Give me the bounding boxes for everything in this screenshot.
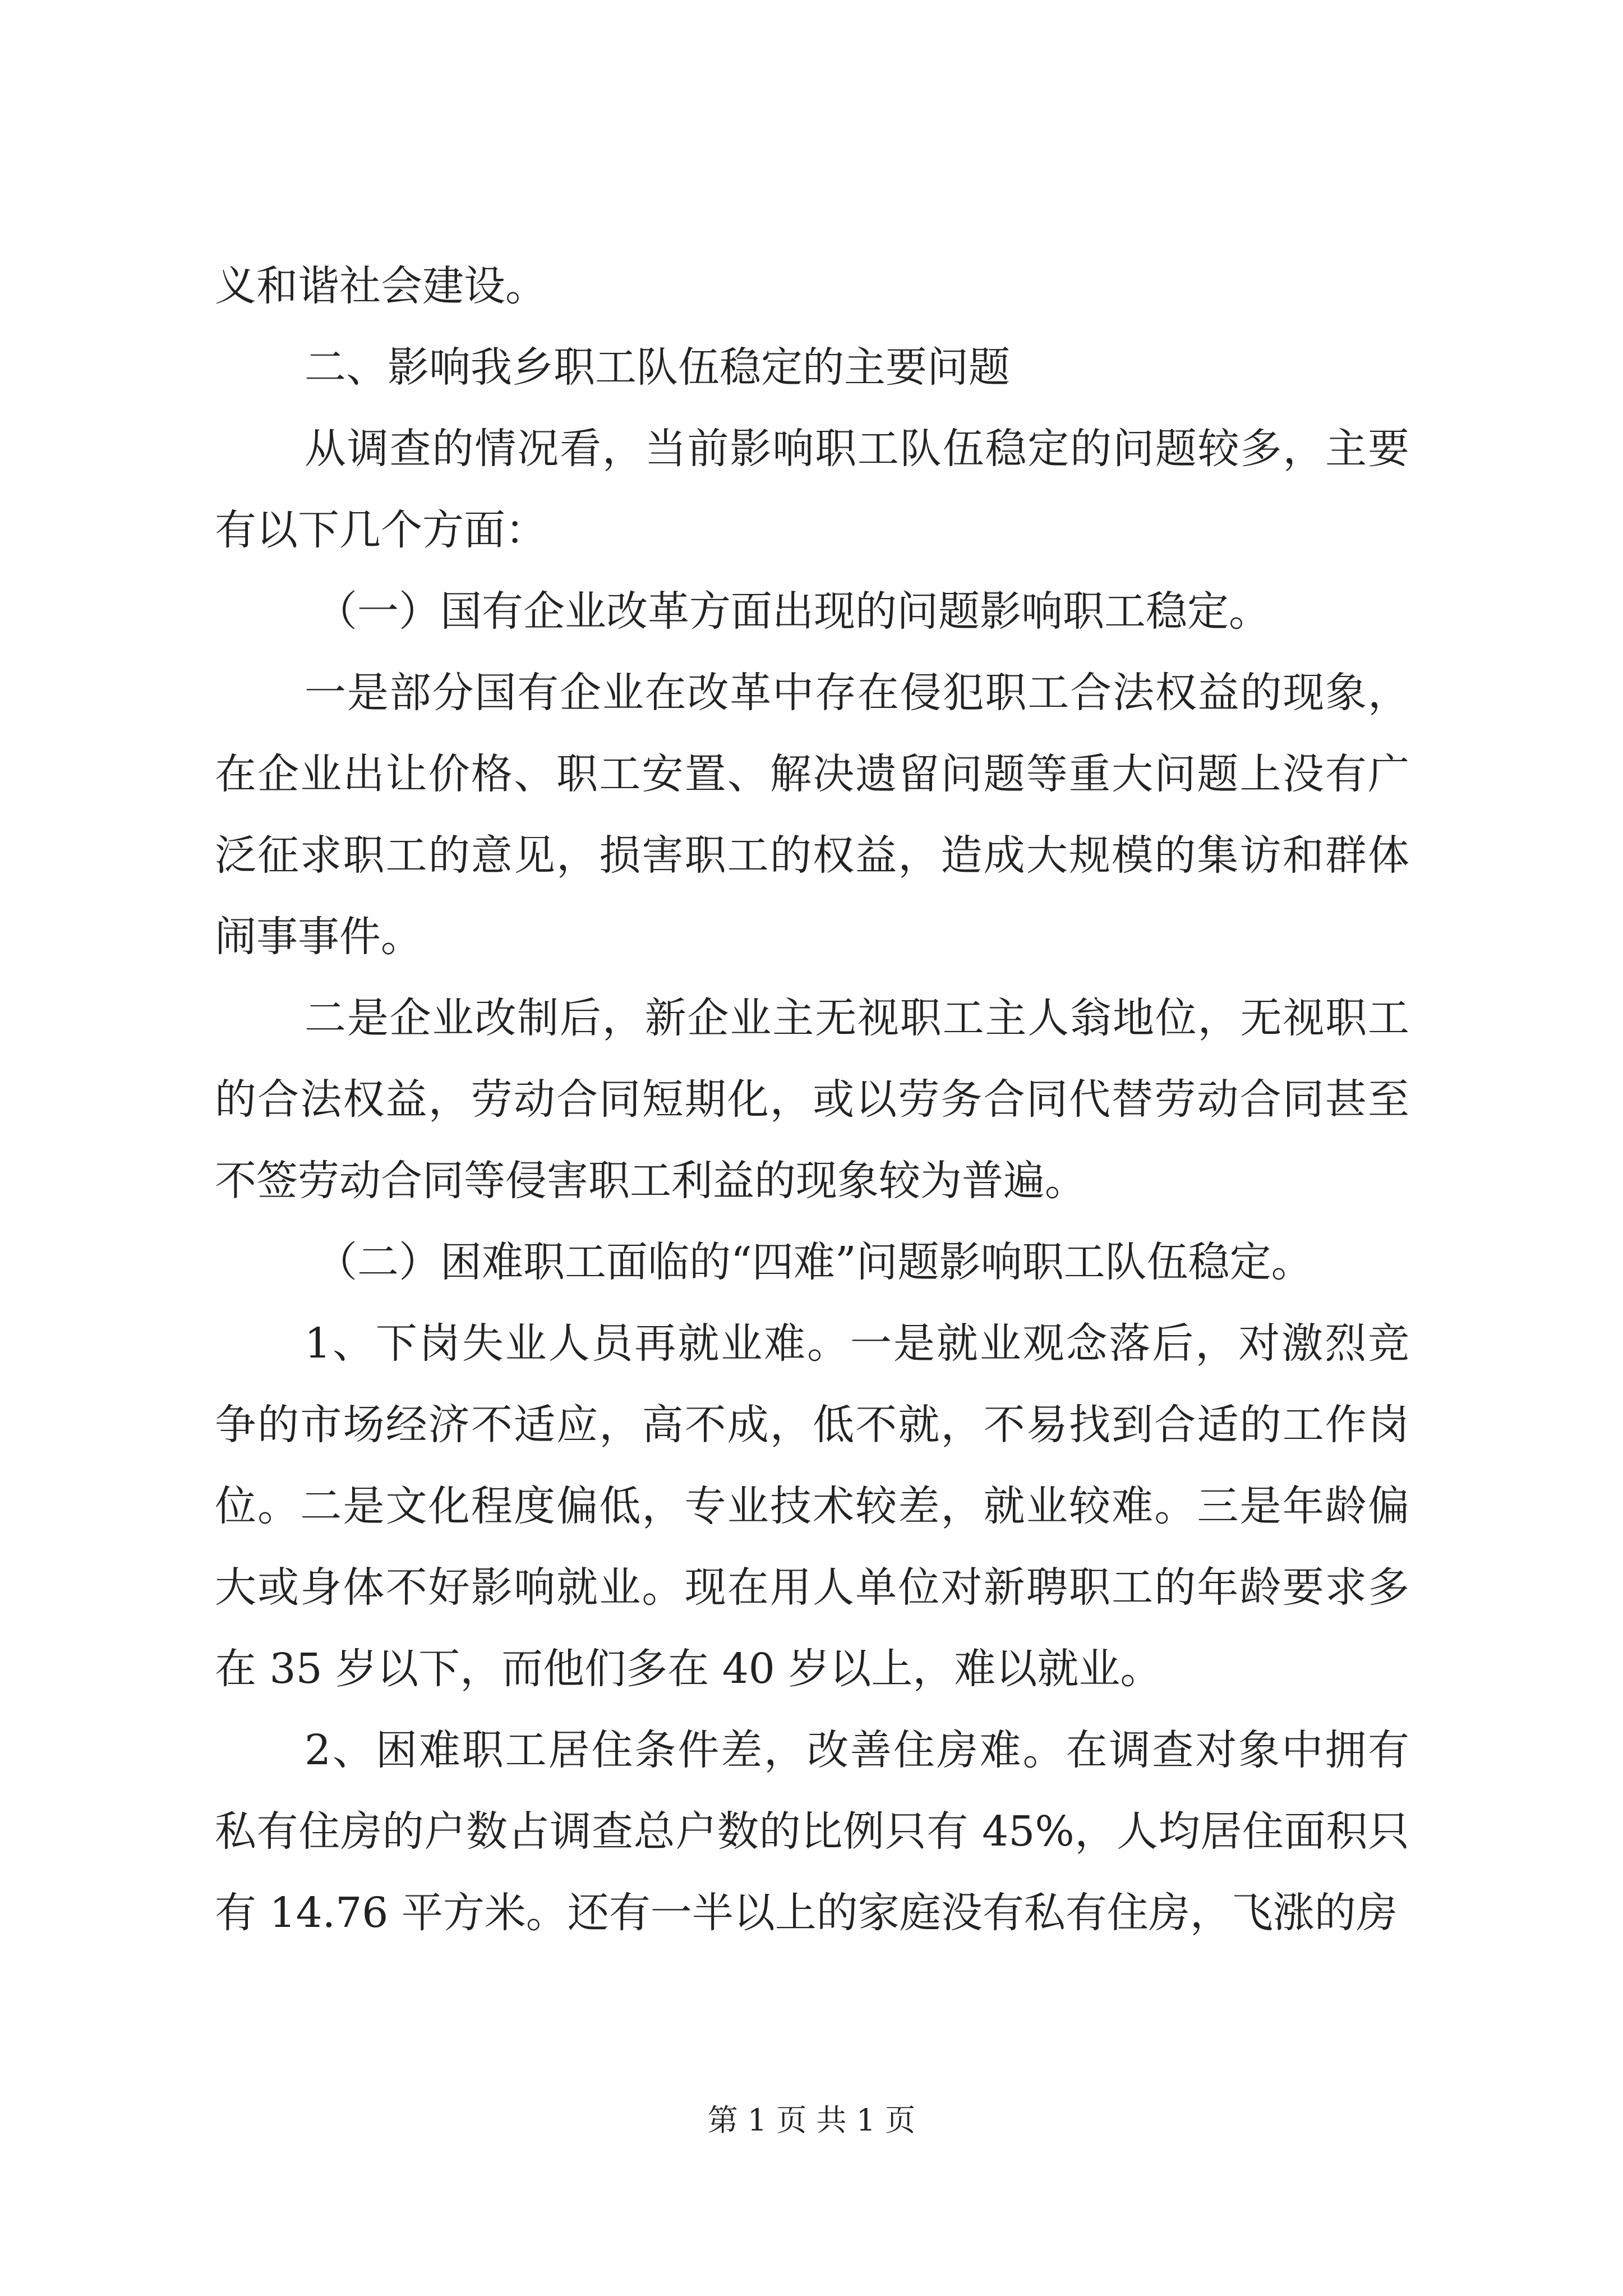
page-footer: 第 1 页 共 1 页 (707, 2102, 916, 2138)
paragraph-item-2: 2、困难职工居住条件差，改善住房难。在调查对象中拥有私有住房的户数占调查总户数的比例只有 45%，人均居住面积只有 14.76 平方米。还有一半以上的家庭没有私有住房，飞涨的房 (215, 1726, 1409, 1937)
paragraph-point-2: 二是企业改制后，新企业主无视职工主人翁地位，无视职工的合法权益，劳动合同短期化，或以劳务合同代替劳动合同甚至不签劳动合同等侵害职工利益的现象较为普遍。 (215, 994, 1409, 1205)
paragraph-item-1: 1、下岗失业人员再就业难。一是就业观念落后，对激烈竞争的市场经济不适应，高不成，低不就，不易找到合适的工作岗位。二是文化程度偏低，专业技术较差，就业较难。三是年龄偏大或身体不好影响就业。现在用人单位对新聘职工的年龄要求多在 35 岁以下，而他们多在 40 岁以上，难以就业。 (215, 1319, 1409, 1693)
section-heading: 二、影响我乡职工队伍稳定的主要问题 (305, 343, 1010, 392)
sub-heading-1: （一）国有企业改革方面出现的问题影响职工稳定。 (316, 587, 1270, 636)
document-body (215, 246, 1409, 1954)
paragraph-continuation: 义和谐社会建设。 (215, 262, 547, 310)
paragraph-point-1: 一是部分国有企业在改革中存在侵犯职工合法权益的现象，在企业出让价格、职工安置、解决遗留问题等重大问题上没有广泛征求职工的意见，损害职工的权益，造成大规模的集访和群体闹事事件。 (215, 669, 1409, 961)
sub-heading-2: （二）困难职工面临的“四难”问题影响职工队伍稳定。 (316, 1238, 1313, 1286)
paragraph-intro: 从调查的情况看，当前影响职工队伍稳定的问题较多，主要有以下几个方面： (215, 425, 1409, 554)
